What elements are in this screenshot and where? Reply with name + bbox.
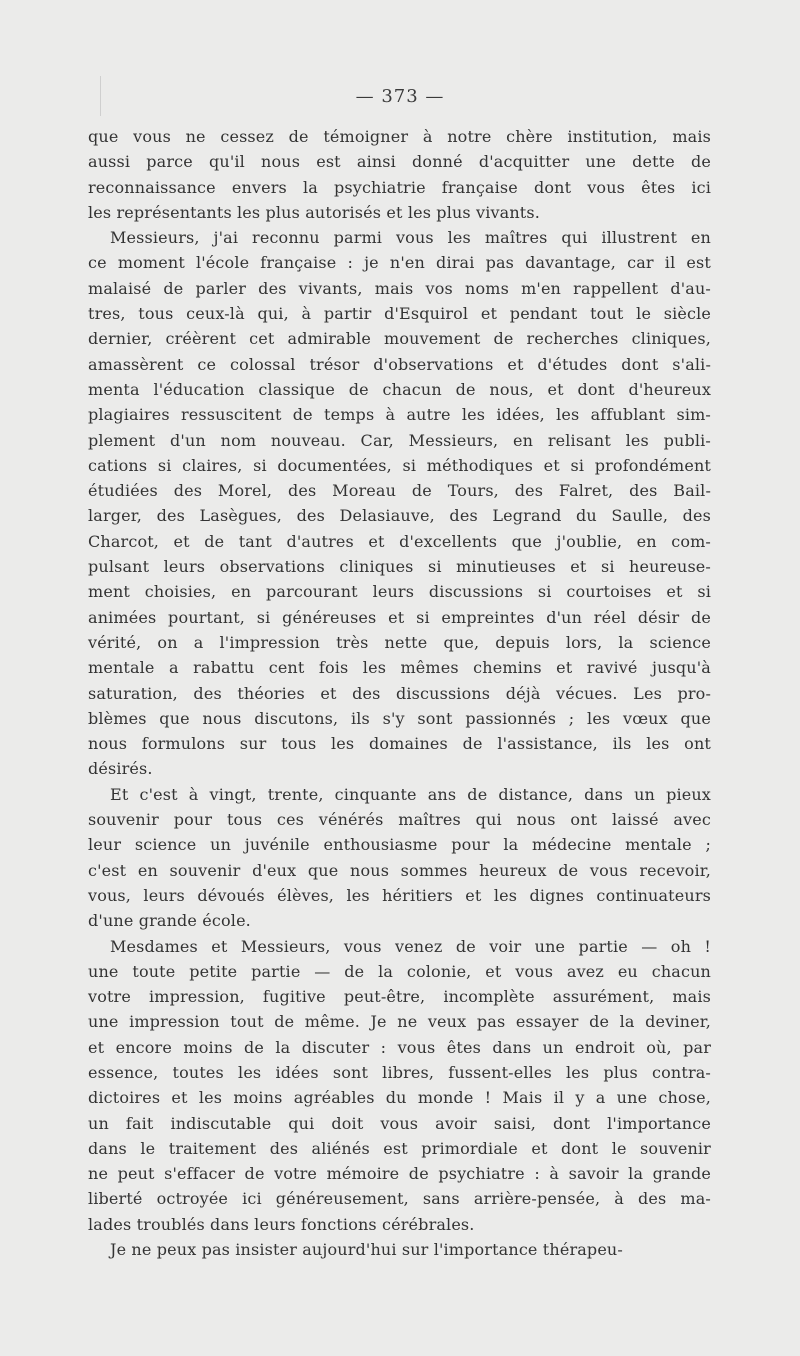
- text-line: ce moment l'école française : je n'en dirai pas davantage, car il est: [88, 253, 711, 273]
- text-line: dans le traitement des aliénés est primordiale et dont le souvenir: [88, 1138, 711, 1158]
- text-line: et encore moins de la discuter : vous êtes dans un endroit où, par: [88, 1037, 711, 1057]
- text-line: tres, tous ceux-là qui, à partir d'Esquirol et pendant tout le siècle: [88, 304, 711, 324]
- text-line: un fait indiscutable qui doit vous avoir saisi, dont l'importance: [88, 1113, 711, 1133]
- text-line: vous, leurs dévoués élèves, les héritiers et les dignes continuateurs: [88, 885, 711, 905]
- text-line: une toute petite partie — de la colonie, et vous avez eu chacun: [88, 961, 711, 981]
- text-line: lades troublés dans leurs fonctions cérébrales.: [88, 1214, 475, 1234]
- text-line: liberté octroyée ici généreusement, sans arrière-pensée, à des ma-: [88, 1189, 711, 1209]
- text-line: mentale a rabattu cent fois les mêmes chemins et ravivé jusqu'à: [88, 658, 711, 678]
- text-line: c'est en souvenir d'eux que nous sommes heureux de vous recevoir,: [88, 860, 711, 880]
- text-line: dictoires et les moins agréables du monde ! Mais il y a une chose,: [88, 1088, 711, 1108]
- text-line: leur science un juvénile enthousiasme pour la médecine mentale ;: [88, 835, 711, 855]
- text-line: Charcot, et de tant d'autres et d'excellents que j'oublie, en com-: [88, 531, 711, 551]
- text-line: ment choisies, en parcourant leurs discussions si courtoises et si: [88, 582, 711, 602]
- text-line: saturation, des théories et des discussions déjà vécues. Les pro-: [88, 683, 711, 703]
- text-line: plement d'un nom nouveau. Car, Messieurs, en relisant les publi-: [88, 430, 711, 450]
- text-line: une impression tout de même. Je ne veux pas essayer de la deviner,: [88, 1012, 711, 1032]
- text-line: nous formulons sur tous les domaines de l'assistance, ils les ont: [88, 734, 711, 754]
- text-line: les représentants les plus autorisés et les plus vivants.: [88, 202, 540, 222]
- text-line: reconnaissance envers la psychiatrie française dont vous êtes ici: [88, 177, 711, 197]
- text-line: cations si claires, si documentées, si méthodiques et si profondément: [88, 455, 711, 475]
- body-text: [88, 124, 711, 1262]
- text-line: animées pourtant, si généreuses et si empreintes d'un réel désir de: [88, 607, 711, 627]
- text-line: d'une grande école.: [88, 911, 251, 931]
- text-line: plagiaires ressuscitent de temps à autre les idées, les affublant sim-: [88, 405, 711, 425]
- text-line: que vous ne cessez de témoigner à notre chère institution, mais: [88, 127, 711, 146]
- text-line: ne peut s'effacer de votre mémoire de psychiatre : à savoir la grande: [88, 1164, 711, 1184]
- text-line: pulsant leurs observations cliniques si minutieuses et si heureuse-: [88, 557, 711, 577]
- text-line: essence, toutes les idées sont libres, fussent-elles les plus contra-: [88, 1062, 711, 1082]
- text-line: Je ne peux pas insister aujourd'hui sur l'importance thérapeu-: [110, 1240, 623, 1260]
- text-line: blèmes que nous discutons, ils s'y sont passionnés ; les vœux que: [88, 708, 711, 728]
- text-line: Et c'est à vingt, trente, cinquante ans de distance, dans un pieux: [110, 784, 711, 804]
- text-line: larger, des Lasègues, des Delasiauve, des Legrand du Saulle, des: [88, 506, 711, 526]
- page-number: — 373 —: [355, 86, 445, 107]
- text-line: amassèrent ce colossal trésor d'observations et d'études dont s'ali-: [88, 354, 711, 374]
- text-line: malaisé de parler des vivants, mais vos noms m'en rappellent d'au-: [88, 278, 711, 298]
- text-line: vérité, on a l'impression très nette que, depuis lors, la science: [88, 632, 711, 652]
- text-line: votre impression, fugitive peut-être, incomplète assurément, mais: [88, 987, 711, 1007]
- text-line: menta l'éducation classique de chacun de nous, et dont d'heureux: [88, 379, 711, 399]
- text-line: souvenir pour tous ces vénérés maîtres qui nous ont laissé avec: [88, 810, 711, 830]
- text-line: étudiées des Morel, des Moreau de Tours, des Falret, des Bail-: [88, 481, 711, 501]
- text-line: Mesdames et Messieurs, vous venez de voir une partie — oh !: [110, 936, 711, 956]
- text-line: désirés.: [88, 759, 153, 779]
- text-line: dernier, créèrent cet admirable mouvement de recherches cliniques,: [88, 329, 711, 349]
- text-line: Messieurs, j'ai reconnu parmi vous les maîtres qui illustrent en: [110, 228, 711, 248]
- text-line: aussi parce qu'il nous est ainsi donné d'acquitter une dette de: [88, 152, 711, 172]
